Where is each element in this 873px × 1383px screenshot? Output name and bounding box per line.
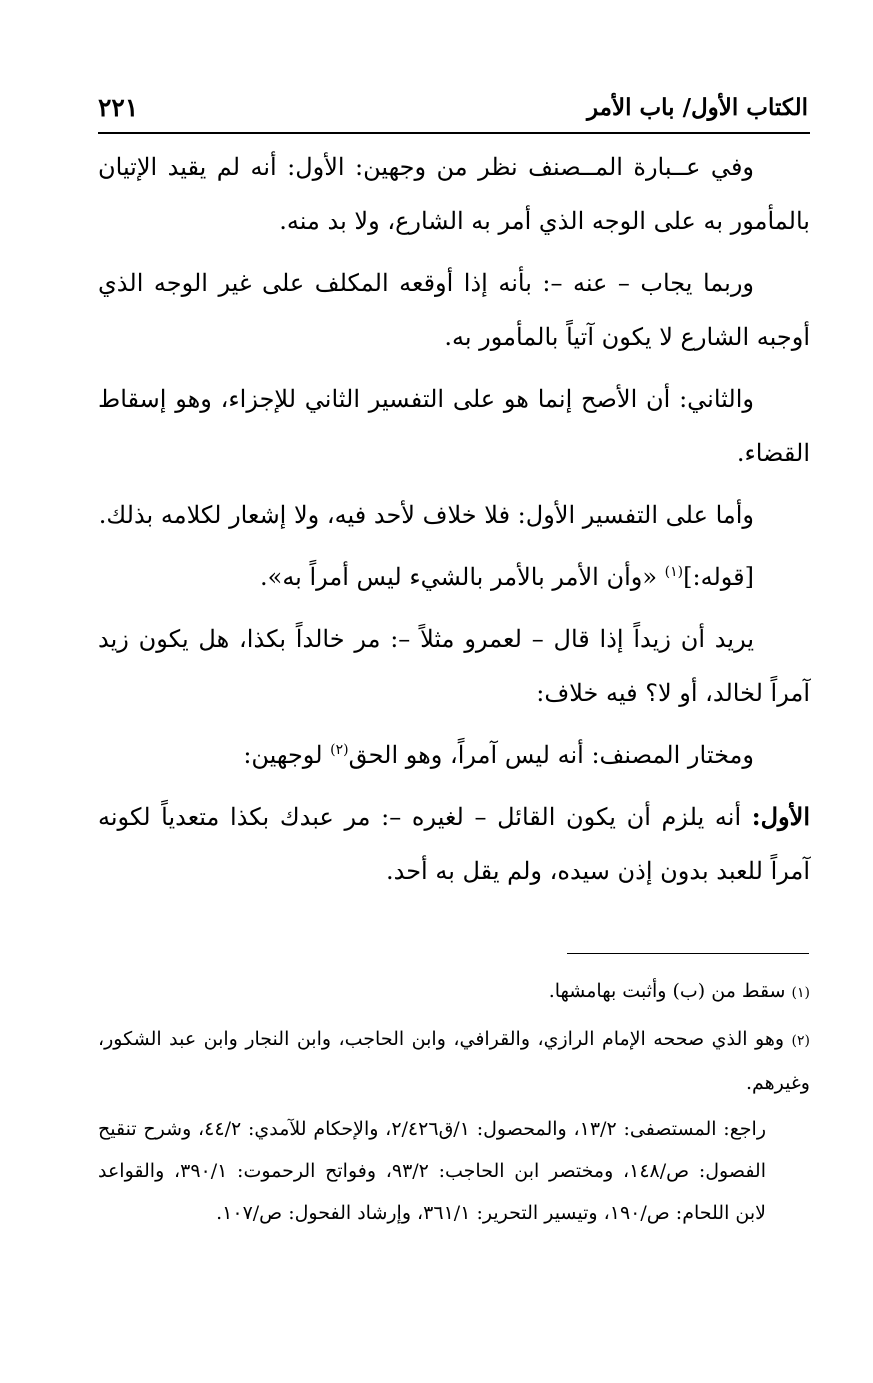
- paragraph-7-tail: لوجهين:: [243, 741, 331, 769]
- footnote-2-text: وهو الذي صححه الإمام الرازي، والقرافي، وابن الحاجب، وابن النجار وابن عبد الشكور، وغيرهم.: [98, 1028, 810, 1094]
- quote-text: «وأن الأمر بالأمر بالشيء ليس أمراً به».: [260, 563, 665, 591]
- footnote-divider: [567, 953, 809, 954]
- main-text: [98, 140, 810, 906]
- footnote-1-marker: (١): [791, 985, 810, 1001]
- footnotes: [98, 970, 810, 1238]
- footnote-1-text: سقط من (ب) وأثبت بهامشها.: [548, 980, 792, 1002]
- header-divider: [98, 132, 810, 134]
- paragraph-4: وأما على التفسير الأول: فلا خلاف لأحد فيه، ولا إشعار لكلامه بذلك.: [98, 501, 754, 529]
- footnote-ref-2: (٢): [330, 742, 349, 758]
- footnote-2-references: راجع: المستصفى: ١٣/٢، والمحصول: ١/ق٢/٤٢٦، والإحكام للآمدي: ٤٤/٢، وشرح تنقيح الفصول: ص/١٤٨، ومختصر ابن الحاجب: ٩٣/٢، وفواتح الرحموت: ٣٩٠/١، والقواعد لابن اللحام: ص/١٩٠، وتيسير التحرير: ٣٦١/١، وإرشاد الفحول: ص/١٠٧.: [98, 1118, 767, 1224]
- paragraph-7-text: ومختار المصنف: أنه ليس آمراً، وهو الحق: [348, 741, 754, 769]
- paragraph-1: وفي عــبارة المــصنف نظر من وجهين: الأول: أنه لم يقيد الإتيان بالمأمور به على الوجه الذي أمر به الشارع، ولا بد منه.: [98, 153, 810, 235]
- running-header: [98, 88, 808, 126]
- page-number: ٢٢١: [98, 92, 139, 122]
- paragraph-2: وربما يجاب – عنه –: بأنه إذا أوقعه المكلف على غير الوجه الذي أوجبه الشارع لا يكون آتياً بالمأمور به.: [98, 269, 810, 351]
- footnote-ref-1: (١): [664, 564, 684, 580]
- paragraph-8-text: أنه يلزم أن يكون القائل – لغيره –: مر عبدك بكذا متعدياً لكونه آمراً للعبد بدون إذن سيده، ولم يقل به أحد.: [98, 803, 810, 885]
- first-point-label: الأول:: [751, 802, 810, 831]
- paragraph-7: [98, 728, 810, 782]
- paragraph-5: [98, 550, 810, 604]
- quote-prefix: [قوله:]: [683, 563, 754, 591]
- footnote-2-marker: (٢): [791, 1033, 810, 1049]
- paragraph-8: [98, 790, 810, 898]
- footnote-1: [98, 970, 810, 1014]
- paragraph-6: يريد أن زيداً إذا قال – لعمرو مثلاً –: مر خالداً بكذا، هل يكون زيد آمراً لخالد، أو لا؟ فيه خلاف:: [98, 625, 810, 707]
- header-title: الكتاب الأول/ باب الأمر: [586, 93, 808, 121]
- paragraph-3: والثاني: أن الأصح إنما هو على التفسير الثاني للإجزاء، وهو إسقاط القضاء.: [98, 385, 810, 467]
- footnote-2: [98, 1018, 810, 1104]
